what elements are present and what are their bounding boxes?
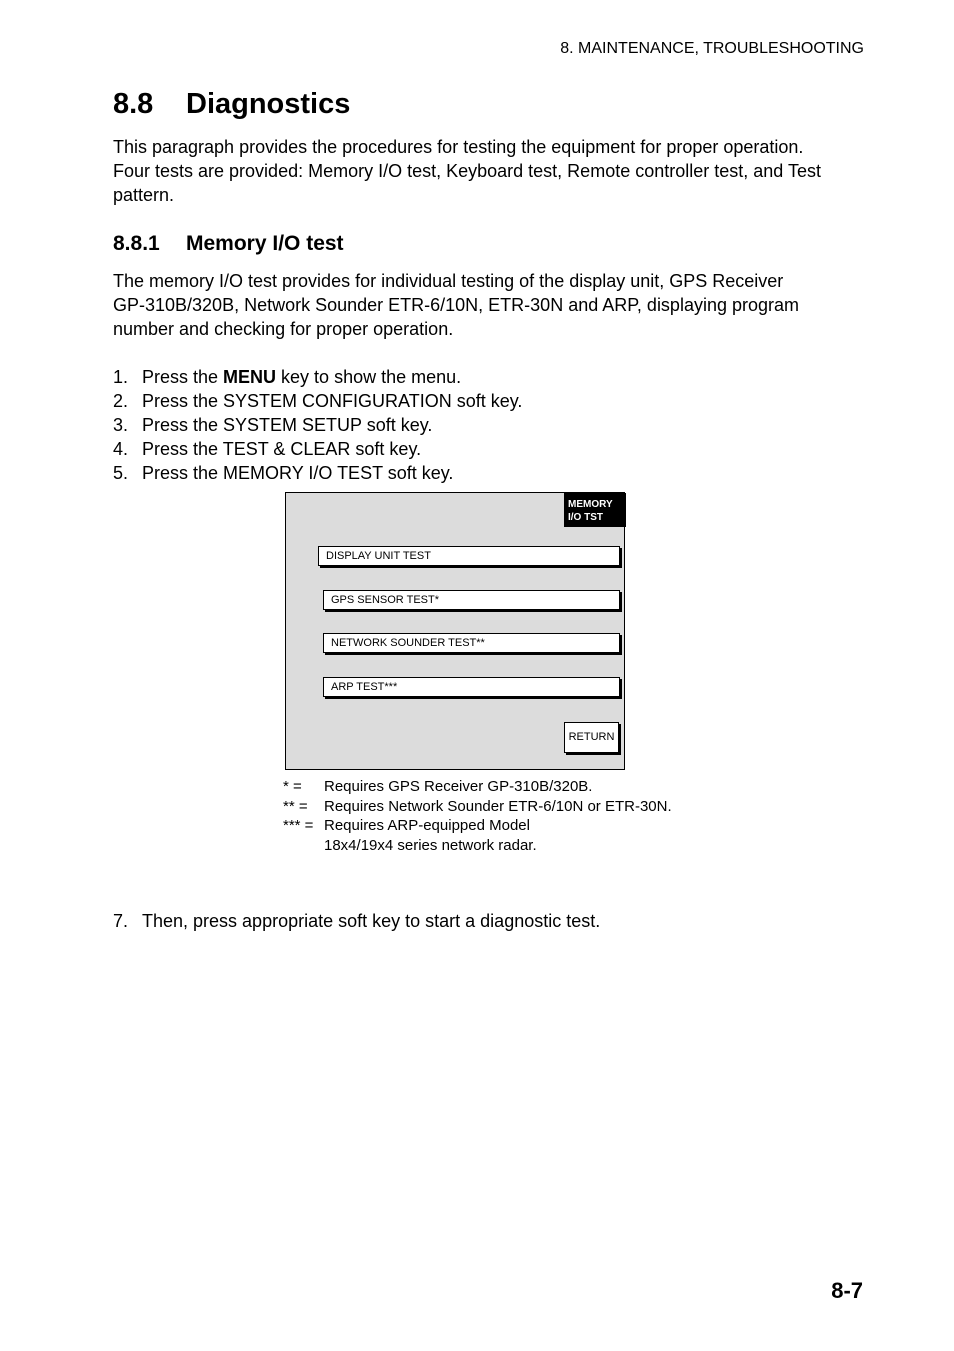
step-text: Press the [142, 367, 224, 387]
section-number: 8.8 [113, 88, 154, 120]
footnote-mark: * = [283, 778, 302, 795]
step-item [113, 389, 522, 413]
section-title: Diagnostics [186, 88, 351, 120]
step-item [113, 461, 522, 485]
section-heading [113, 88, 350, 121]
menu-title-line: I/O TST [568, 512, 603, 523]
footnote-text: 18x4/19x4 series network radar. [324, 836, 537, 854]
footnotes [283, 777, 672, 855]
gps-sensor-test-button[interactable]: GPS SENSOR TEST* [323, 590, 620, 610]
step-text: Press the MEMORY I/O TEST soft key. [142, 463, 454, 483]
footnote-text: Requires Network Sounder ETR-6/10N or ETR-30N. [324, 797, 672, 815]
footnote [283, 797, 672, 817]
footnote-text: Requires ARP-equipped Model [324, 817, 530, 834]
step-number: 1. [113, 367, 129, 387]
intro-line: Four tests are provided: Memory I/O test, Keyboard test, Remote controller test, and Test [113, 161, 821, 181]
footnote-mark: *** = [283, 817, 314, 834]
step-text: Press the SYSTEM CONFIGURATION soft key. [142, 391, 523, 411]
footnote [283, 836, 672, 856]
step-text: Press the TEST & CLEAR soft key. [142, 439, 422, 459]
step-item [113, 437, 522, 461]
step-text: Then, press appropriate soft key to start a diagnostic test. [142, 911, 601, 931]
subsection-body [113, 269, 853, 341]
return-button[interactable]: RETURN [564, 722, 619, 753]
display-unit-test-button[interactable]: DISPLAY UNIT TEST [318, 546, 620, 566]
menu-title-line: MEMORY [568, 499, 613, 510]
body-line: number and checking for proper operation. [113, 319, 454, 339]
step-text: key to show the menu. [276, 367, 462, 387]
intro-line: This paragraph provides the procedures for testing the equipment for proper operation. [113, 137, 804, 157]
page-number: 8-7 [831, 1278, 863, 1303]
step-text: Press the SYSTEM SETUP soft key. [142, 415, 433, 435]
section-intro [113, 135, 853, 207]
subsection-title: Memory I/O test [186, 232, 344, 255]
network-sounder-test-button[interactable]: NETWORK SOUNDER TEST** [323, 633, 620, 653]
arp-test-button[interactable]: ARP TEST*** [323, 677, 620, 697]
body-line: The memory I/O test provides for individual testing of the display unit, GPS Receiver [113, 271, 784, 291]
step-number: 7. [113, 911, 129, 931]
menu-title-box [564, 493, 626, 527]
footnote-mark: ** = [283, 797, 308, 815]
footnote-text: Requires GPS Receiver GP-310B/320B. [324, 778, 593, 795]
step-number: 2. [113, 391, 129, 411]
memory-io-test-menu [285, 492, 625, 770]
step-number: 3. [113, 415, 129, 435]
footnote [283, 777, 672, 797]
menu-key-label: MENU [223, 367, 277, 387]
intro-line: pattern. [113, 185, 175, 205]
step-number: 5. [113, 463, 129, 483]
step-item [113, 413, 522, 437]
body-line: GP-310B/320B, Network Sounder ETR-6/10N, ETR-30N and ARP, displaying program [113, 295, 800, 315]
step-number: 4. [113, 439, 129, 459]
step-item [113, 365, 522, 389]
procedure-steps [113, 365, 522, 485]
subsection-number: 8.8.1 [113, 232, 160, 255]
subsection-heading [113, 232, 344, 256]
running-header: 8. MAINTENANCE, TROUBLESHOOTING [560, 40, 864, 57]
footnote [283, 816, 672, 836]
step-item [113, 909, 600, 933]
